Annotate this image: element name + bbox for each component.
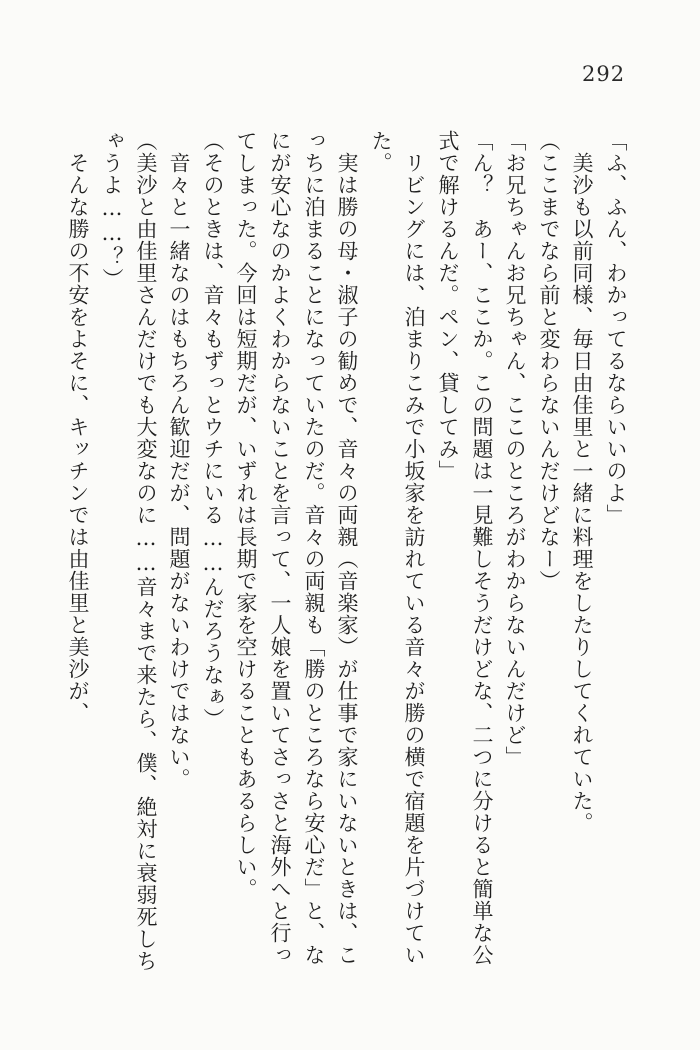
text-column-15: （美沙と由佳里さんだけでも大変なのに……音々まで来たら、僕、絶対に衰弱死しち bbox=[134, 130, 158, 972]
text-column-10: っちに泊まることになっていたのだ。音々の両親も「勝のところなら安心だ」と、な bbox=[302, 130, 326, 966]
text-column-14: 音々と一緒なのはもちろん歓迎だが、問題がないわけではない。 bbox=[167, 152, 191, 790]
text-column-01: 「ふ、ふん、わかってるならいいのよ」 bbox=[604, 130, 628, 526]
text-column-07: リビングには、泊まりこみで小坂家を訪れている音々が勝の横で宿題を片づけてい bbox=[402, 152, 426, 966]
text-column-17: そんな勝の不安をよそに、キッチンでは由佳里と美沙が、 bbox=[66, 152, 90, 724]
text-column-11: にが安心なのかよくわからないことを言って、一人娘を置いてさっさと海外へと行っ bbox=[268, 130, 292, 966]
text-column-09: 実は勝の母・淑子の勧めで、音々の両親（音楽家）が仕事で家にいないときは、こ bbox=[335, 152, 359, 966]
text-column-16: ゃうよ……？） bbox=[100, 130, 124, 290]
text-column-02: 美沙も以前同様、毎日由佳里と一緒に料理をしたりしてくれていた。 bbox=[570, 152, 594, 834]
text-column-04: 「お兄ちゃんお兄ちゃん、ここのところがわからないんだけど」 bbox=[503, 130, 527, 768]
text-column-06: 式で解けるんだ。ペン、貸してみ」 bbox=[436, 130, 460, 482]
text-column-12: てしまった。今回は短期だが、いずれは長期で家を空けることもあるらしい。 bbox=[234, 130, 258, 900]
text-column-03: （ここまでなら前と変わらないんだけどなー） bbox=[537, 130, 561, 592]
text-column-05: 「ん？ あー、ここか。この問題は一見難しそうだけどな、二つに分けると簡単な公 bbox=[470, 130, 494, 966]
text-block bbox=[0, 130, 700, 1030]
text-column-13: （そのときは、音々もずっとウチにいる……んだろうなぁ） bbox=[201, 130, 225, 730]
page-number: 292 bbox=[582, 62, 626, 86]
text-column-08: た。 bbox=[369, 130, 393, 174]
